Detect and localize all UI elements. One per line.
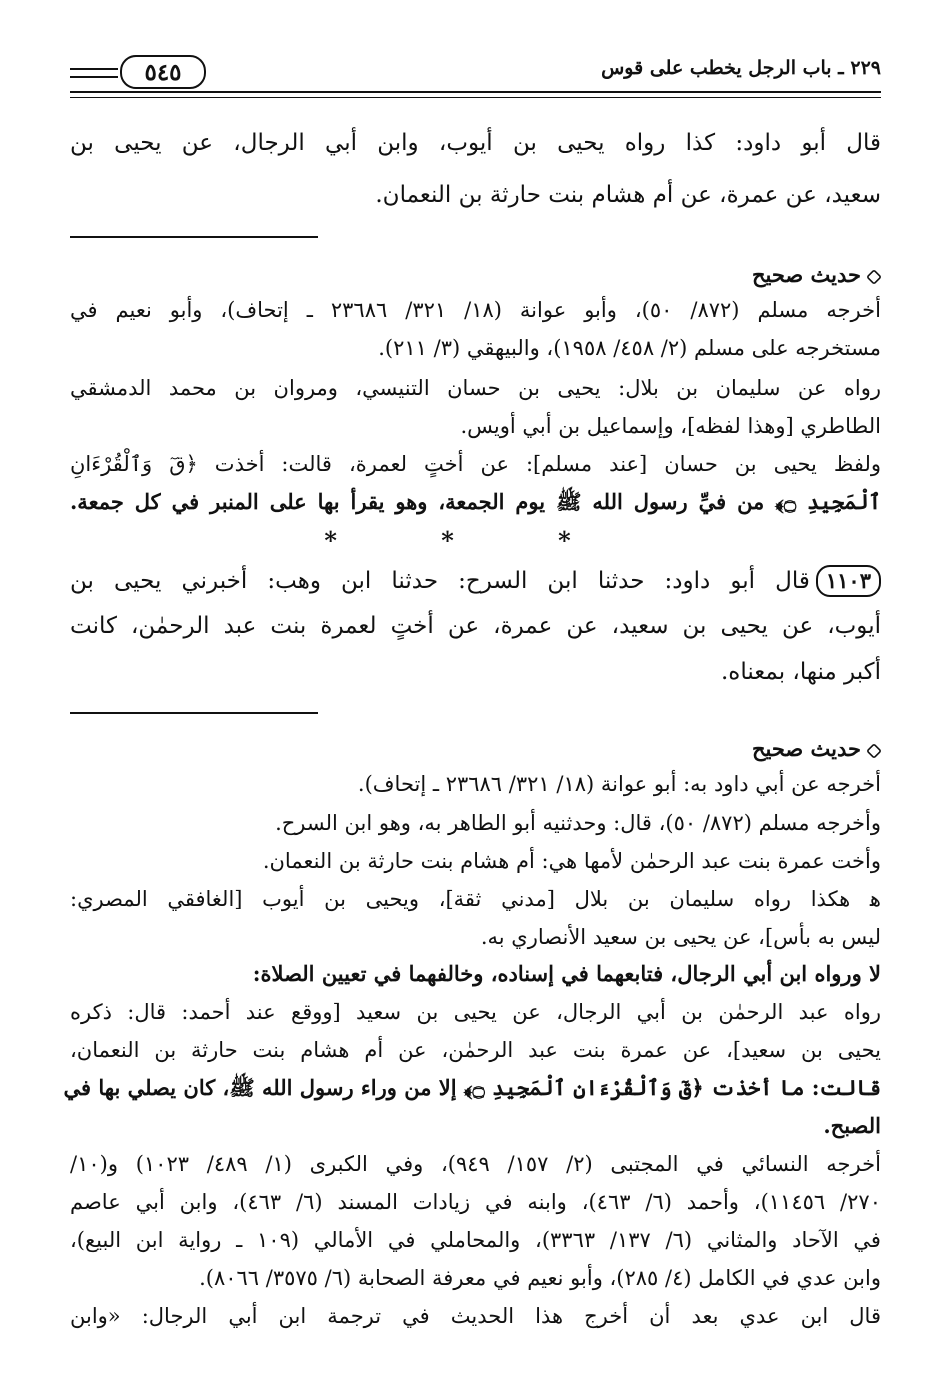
- note-line: مستخرجه على مسلم (٢/ ٤٥٨/ ١٩٥٨)، والبيهقي (٣/ ٢١١).: [378, 336, 881, 360]
- hadith-text: قال أبو داود: حدثنا ابن السرح: حدثنا ابن وهب: أخبرني يحيى بن: [70, 568, 810, 594]
- grade-label: حديث صحيح: [751, 262, 861, 287]
- page-header: [70, 55, 881, 97]
- note-line: أخرجه النسائي في المجتبى (٢/ ١٥٧/ ٩٤٩)، وفي الكبرى (١/ ٤٨٩/ ١٠٢٣) و(١٠/: [70, 1152, 881, 1176]
- note-line: يحيى بن سعيد]، عن عمرة بنت عبد الرحمٰن، عن أم هشام بنت حارثة بن النعمان،: [70, 1038, 881, 1062]
- hadith-line: [70, 565, 881, 597]
- note-line: الطاطري [وهذا لفظه]، وإسماعيل بن أبي أويس.: [460, 414, 881, 438]
- note-line: وأخرجه مسلم (٨٧٢/ ٥٠)، قال: وحدثنيه أبو الطاهر به، وهو ابن السرح.: [275, 811, 881, 835]
- ornament-icon: [866, 743, 882, 759]
- note-line: رواه عن سليمان بن بلال: يحيى بن حسان التنيسي، ومروان بن محمد الدمشقي: [70, 376, 881, 400]
- grade-label: حديث صحيح: [751, 736, 861, 761]
- note-line: رواه عبد الرحمٰن بن أبي الرجال، عن يحيى بن سعيد [ووقع عند أحمد: قال: ذكره: [70, 1000, 881, 1024]
- separator: [70, 712, 318, 714]
- note-line: أخرجه مسلم (٨٧٢/ ٥٠)، وأبو عوانة (١٨/ ٣٢١/ ٢٣٦٨٦ ـ إتحاف)، وأبو نعيم في: [70, 298, 881, 322]
- note-line: وأخت عمرة بنت عبد الرحمٰن لأمها هي: أم هشام بنت حارثة بن النعمان.: [262, 849, 881, 873]
- separator: [70, 236, 318, 238]
- note-line: ولفظ يحيى بن حسان [عند مسلم]: عن أختٍ لعمرة، قالت: أخذت ﴿قٓ وَٱلْقُرْءَانِ: [70, 452, 881, 476]
- hadith-line: أيوب، عن يحيى بن سعيد، عن عمرة، عن أختٍ لعمرة بنت عبد الرحمٰن، كانت: [70, 613, 881, 639]
- note-line: ٢٧٠/ ١١٤٥٦)، وأحمد (٦/ ٤٦٣)، وابنه في زيادات المسند (٦/ ٤٦٣)، وابن أبي عاصم: [70, 1190, 881, 1214]
- hadith-line: أكبر منها، بمعناه.: [721, 659, 881, 685]
- note-line: الصبح.: [823, 1113, 881, 1138]
- note-line: وابن عدي في الكامل (٤/ ٢٨٥)، وأبو نعيم في معرفة الصحابة (٦/ ٣٥٧٥/ ٨٠٦٦).: [199, 1266, 881, 1290]
- note-line: ليس به بأس]، عن يحيى بن سعيد الأنصاري به.: [480, 925, 881, 949]
- section-divider-stars: * * *: [324, 526, 619, 555]
- text-line: قال أبو داود: كذا رواه يحيى بن أيوب، وابن أبي الرجال، عن يحيى بن: [70, 130, 881, 156]
- header-ornament: [70, 68, 118, 78]
- grade-heading: [752, 736, 881, 761]
- text-line: سعيد، عن عمرة، عن أم هشام بنت حارثة بن النعمان.: [375, 182, 881, 208]
- note-line: أخرجه عن أبي داود به: أبو عوانة (١٨/ ٣٢١/ ٢٣٦٨٦ ـ إتحاف).: [357, 772, 881, 796]
- chapter-title: ٢٢٩ ـ باب الرجل يخطب على قوس: [601, 57, 881, 79]
- note-line: في الآحاد والمثاني (٦/ ١٣٧/ ٣٣٦٣)، والمحاملي في الأمالي (١٠٩ ـ رواية ابن البيع)،: [70, 1228, 881, 1252]
- note-line: ﻫ هكذا رواه سليمان بن بلال [مدني ثقة]، ويحيى بن أيوب [الغافقي المصري:: [70, 887, 881, 911]
- page-number: ٥٤٥: [120, 55, 206, 89]
- note-line: قال ابن عدي بعد أن أخرج هذا الحديث في ترجمة ابن أبي الرجال: «وابن: [70, 1304, 881, 1328]
- grade-heading: [752, 262, 881, 287]
- note-line: ﻻ ورواه ابن أبي الرجال، فتابعهما في إسناده، وخالفهما في تعيين الصلاة:: [252, 961, 881, 986]
- header-rule: [70, 91, 881, 98]
- ornament-icon: [866, 269, 882, 285]
- hadith-number: ١١٠٣: [816, 565, 881, 597]
- note-line: ٱلْمَجِيدِ ۝﴾ من فيِّ رسول الله ﷺ يوم الجمعة، وهو يقرأ بها على المنبر في كل جمعة.: [70, 489, 881, 514]
- note-line: قالت: ما أخذت ﴿قٓ وَٱلْقُرْءَانِ ٱلْمَجِيدِ ۝﴾ إلا من وراء رسول الله ﷺ، كان يصلي بها في: [63, 1075, 881, 1100]
